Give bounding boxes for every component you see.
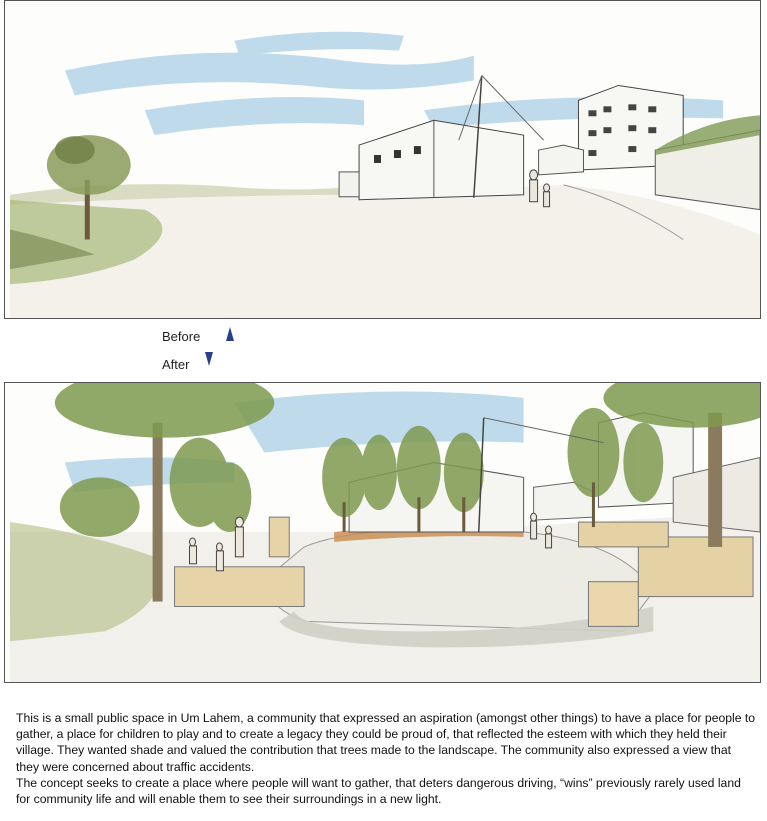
before-label: Before [162,329,201,344]
caption-text [16,710,756,807]
caption-paragraph-1: This is a small public space in Um Lahem, a community that expressed an aspiration (amongst other things) to have a place for people to gather, a place for children to play and to create a legacy they could be proud of, that reflected the esteem with which they held their village. They wanted shade and valued the contribution that trees made to the landscape. The community also expressed a view that they were concerned about traffic accidents. [16,711,756,774]
down-triangle-icon [205,352,213,366]
caption-paragraph-2: The concept seeks to create a place where people will want to gather, that deters dangerous driving, “wins” previously rarely used land for community life and will enable them to see their surroundings in a new light. [16,775,741,807]
up-triangle-icon [226,327,234,341]
after-label: After [162,357,190,372]
before-sketch-image [4,0,761,319]
after-sketch-image [4,382,761,683]
